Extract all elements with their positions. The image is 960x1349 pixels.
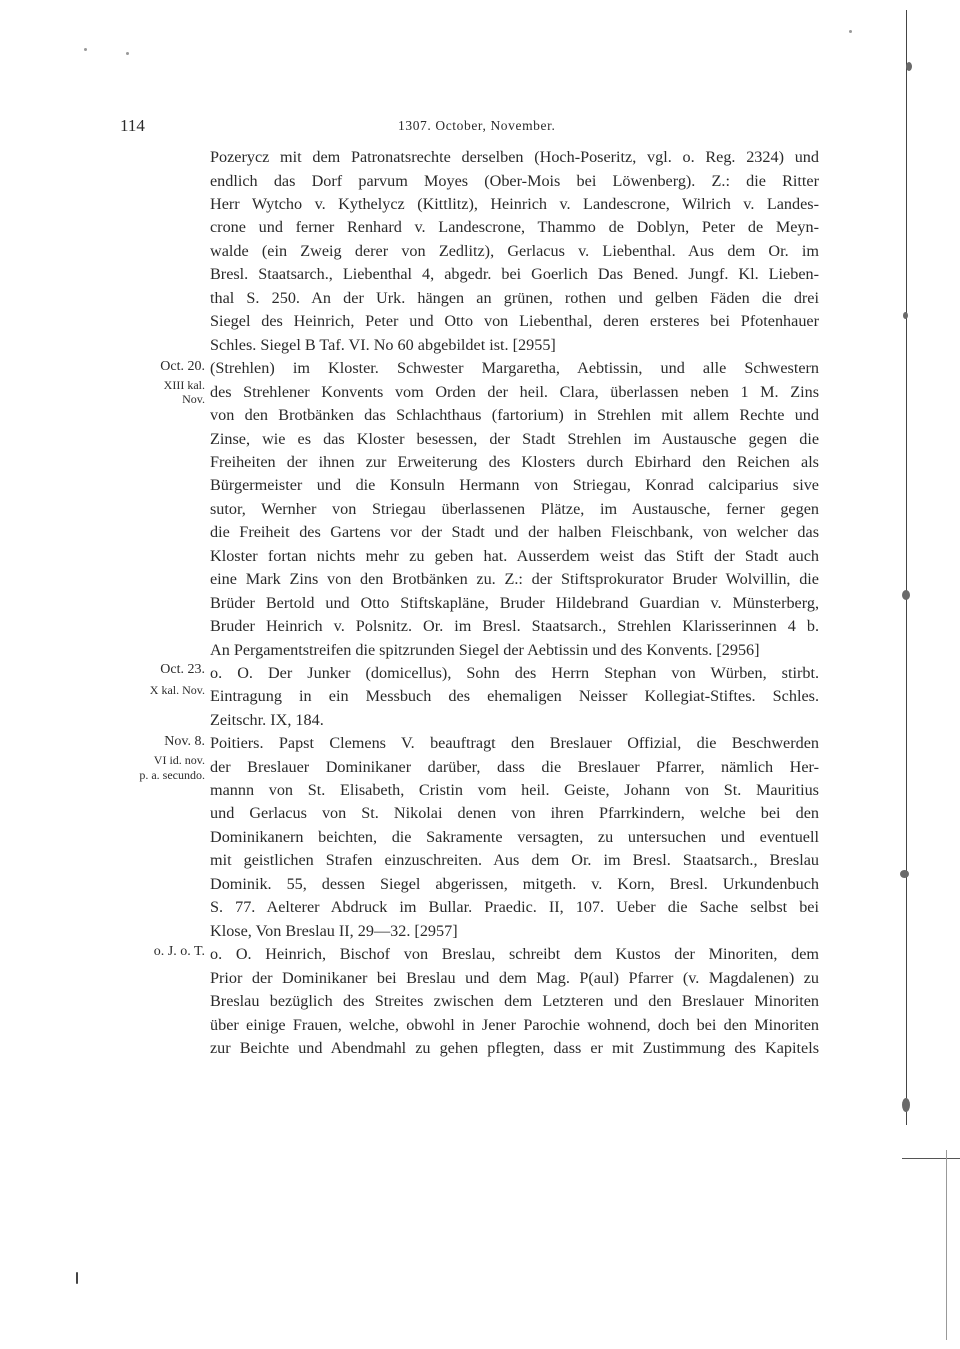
- text-line: walde (ein Zweig derer von Zedlitz), Gerlacus v. Liebenthal. Aus dem Or. im: [210, 242, 819, 260]
- text-line: Brüder Bertold und Otto Stiftskapläne, Bruder Hildebrand Guardian v. Münsterberg,: [210, 594, 819, 612]
- text-line: o. O. Heinrich, Bischof von Breslau, schreibt dem Kustos der Minoriten, dem: [210, 945, 819, 963]
- scan-speck: [84, 48, 87, 51]
- margin-date-sub: X kal. Nov.: [149, 683, 205, 697]
- scan-speck: [902, 1098, 910, 1112]
- text-line: Breslau bezüglich des Streites zwischen dem Letzteren und den Breslauer Minoriten: [210, 992, 819, 1010]
- text-line: An Pergamentstreifen die spitzrunden Siegel der Aebtissin und des Konvents. [2956]: [210, 641, 760, 659]
- scan-speck: [126, 52, 129, 55]
- text-line: Siegel des Heinrich, Peter und Otto von Liebenthal, deren ersteres bei Pfotenhauer: [210, 312, 819, 330]
- margin-date-sub: VI id. nov.: [153, 753, 205, 767]
- text-line: Pozerycz mit dem Patronatsrechte derselben (Hoch-Poseritz, vgl. o. Reg. 2324) und: [210, 148, 819, 166]
- text-line: S. 77. Aelterer Abdruck im Bullar. Praedic. II, 107. Ueber die Sache selbst bei: [210, 898, 819, 916]
- text-line: Freiheiten der ihnen zur Erweiterung des Klosters durch Ebirhard den Reichen als: [210, 453, 819, 471]
- margin-date: Oct. 23.: [160, 662, 205, 677]
- text-line: Kloster fortan nichts mehr zu geben hat. Ausserdem weist das Stift der Stadt auch: [210, 547, 819, 565]
- margin-date-sub: Nov.: [182, 392, 205, 406]
- text-line: Bruder Heinrich v. Polsnitz. Or. im Bresl. Staatsarch., Strehlen Klarisserinnen 4 b.: [210, 617, 819, 635]
- running-head: 1307. October, November.: [398, 118, 556, 133]
- text-line: Bürgermeister und die Konsuln Hermann von Striegau, Konrad calciparius sive: [210, 476, 819, 494]
- scan-speck: [849, 30, 852, 33]
- scan-edge-line: [902, 1158, 960, 1159]
- scan-edge-line: [906, 10, 907, 1125]
- text-line: über einige Frauen, welche, obwohl in Jener Parochie wohnend, doch bei den Minoriten: [210, 1016, 819, 1034]
- scan-speck: [906, 62, 912, 71]
- text-line: Klose, Von Breslau II, 29—32. [2957]: [210, 922, 458, 940]
- text-line: die Freiheit des Gartens vor der Stadt und der halben Fleischbank, von welcher das: [210, 523, 819, 541]
- text-line: mit geistlichen Strafen einzuschreiten. Aus dem Or. im Bresl. Staatsarch., Breslau: [210, 851, 819, 869]
- scan-speck: [900, 870, 909, 878]
- scan-edge-line: [946, 1150, 947, 1340]
- text-line: thal S. 250. An der Urk. hängen an grünen, rothen und gelben Fäden die drei: [210, 289, 819, 307]
- text-line: der Breslauer Dominikaner darüber, dass die Breslauer Pfarrer, nämlich Her-: [210, 758, 819, 776]
- text-line: und Gerlacus von St. Nikolai denen von ihren Pfarrkindern, welche bei den: [210, 804, 819, 822]
- text-line: zur Beichte und Abendmahl zu gehen pflegten, dass er mit Zustimmung des Kapitels: [210, 1039, 819, 1057]
- text-line: Poitiers. Papst Clemens V. beauftragt den Breslauer Offizial, die Beschwerden: [210, 734, 819, 752]
- text-line: Zeitschr. IX, 184.: [210, 711, 324, 729]
- text-line: Dominikanern beichten, die Sakramente versagten, zu untersuchen und eventuell: [210, 828, 819, 846]
- text-line: des Strehlener Konvents vom Orden der heil. Clara, überlassen neben 1 M. Zins: [210, 383, 819, 401]
- margin-date-sub: p. a. secundo.: [139, 768, 205, 782]
- text-line: Schles. Siegel B Taf. VI. No 60 abgebildet ist. [2955]: [210, 336, 556, 354]
- text-line: mannn von St. Elisabeth, Cristin vom heil. Geiste, Johann von St. Mauritius: [210, 781, 819, 799]
- text-line: crone und ferner Renhard v. Landescrone, Thammo de Doblyn, Peter de Meyn-: [210, 218, 819, 236]
- text-line: sutor, Wernher von Striegau überlassenen Plätze, im Austausche, ferner gegen: [210, 500, 819, 518]
- margin-date: Nov. 8.: [164, 734, 205, 749]
- text-line: endlich das Dorf parvum Moyes (Ober-Mois bei Löwenberg). Z.: die Ritter: [210, 172, 819, 190]
- text-line: Prior der Dominikaner bei Breslau und dem Mag. P(aul) Pfarrer (v. Magdalenen) zu: [210, 969, 819, 987]
- text-line: Herr Wytcho v. Kythelycz (Kittlitz), Heinrich v. Landescrone, Wilrich v. Landes-: [210, 195, 819, 213]
- margin-date: o. J. o. T.: [153, 944, 205, 959]
- margin-date-sub: XIII kal.: [163, 378, 205, 392]
- page-number: 114: [120, 116, 145, 135]
- margin-date: Oct. 20.: [160, 359, 205, 374]
- text-line: Dominik. 55, dessen Siegel abgerissen, mitgeth. v. Korn, Bresl. Urkundenbuch: [210, 875, 819, 893]
- text-line: eine Mark Zins von den Brotbänken zu. Z.: der Stiftsprokurator Bruder Wolvillin, die: [210, 570, 819, 588]
- text-line: Eintragung in ein Messbuch des ehemaligen Neisser Kollegiat-Stiftes. Schles.: [210, 687, 819, 705]
- scan-speck: [76, 1272, 78, 1284]
- text-line: Zinse, wie es das Kloster besessen, der Stadt Strehlen im Austausche gegen die: [210, 430, 819, 448]
- text-line: o. O. Der Junker (domicellus), Sohn des Herrn Stephan von Würben, stirbt.: [210, 664, 819, 682]
- text-line: von den Brotbänken das Schlachthaus (fartorium) in Strehlen mit allem Rechte und: [210, 406, 819, 424]
- text-line: Bresl. Staatsarch., Liebenthal 4, abgedr. bei Goerlich Das Bened. Jungf. Kl. Lieben-: [210, 265, 819, 283]
- scan-speck: [902, 590, 910, 600]
- text-line: (Strehlen) im Kloster. Schwester Margaretha, Aebtissin, und alle Schwestern: [210, 359, 819, 377]
- scan-speck: [903, 312, 908, 319]
